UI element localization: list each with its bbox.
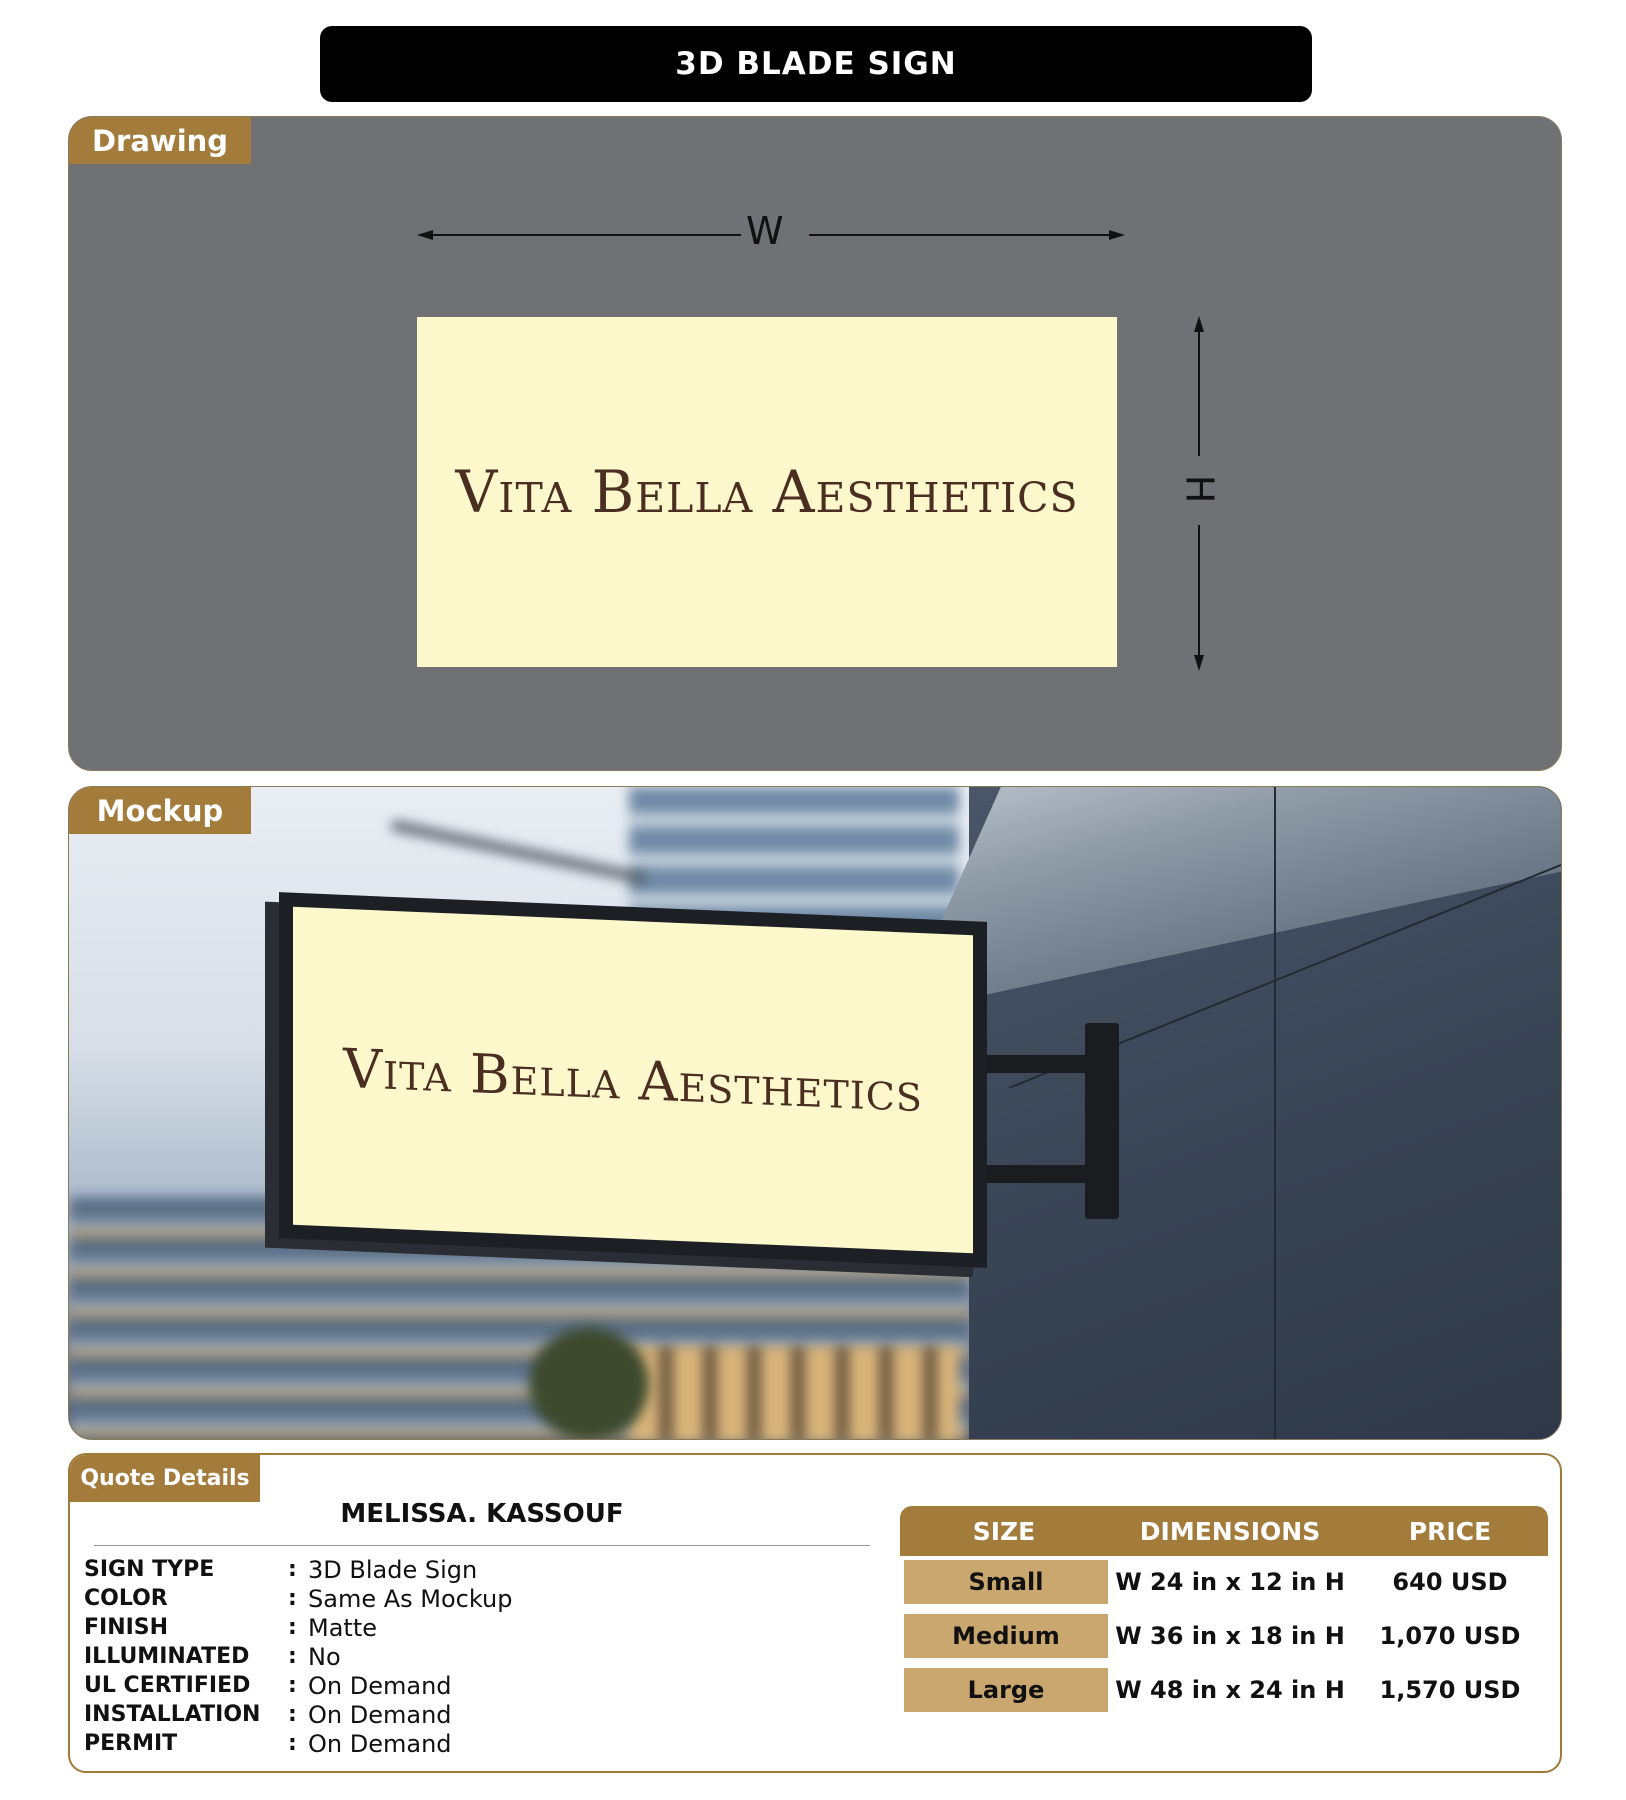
- price-table: [900, 1506, 1548, 1712]
- table-row: [900, 1614, 1548, 1658]
- size-cell: Medium: [904, 1614, 1108, 1658]
- header-dimensions: DIMENSIONS: [1139, 1516, 1321, 1546]
- price-cell: 640 USD: [1392, 1568, 1508, 1596]
- spec-colon: :: [288, 1673, 297, 1698]
- spec-row-color: [84, 1584, 512, 1613]
- spec-colon: :: [288, 1557, 297, 1582]
- drawing-tag: Drawing: [69, 117, 251, 164]
- spec-key: INSTALLATION: [84, 1702, 261, 1727]
- mockup-panel: [68, 786, 1562, 1440]
- blurred-storefront-lights: [629, 1347, 959, 1440]
- spec-row-finish: [84, 1613, 512, 1642]
- spec-key: COLOR: [84, 1586, 168, 1611]
- mockup-sign-face: [293, 907, 973, 1254]
- mockup-sign-box: [279, 892, 987, 1268]
- spec-colon: :: [288, 1586, 297, 1611]
- spec-colon: :: [288, 1644, 297, 1669]
- width-line-right: [809, 234, 1109, 236]
- drawing-sign-text: Vita Bella Aesthetics: [455, 458, 1079, 526]
- spec-colon: :: [288, 1702, 297, 1727]
- spec-value: No: [308, 1642, 341, 1671]
- table-row: [900, 1668, 1548, 1712]
- spec-key: UL CERTIFIED: [84, 1673, 251, 1698]
- header-size: SIZE: [972, 1516, 1036, 1546]
- width-line-left: [429, 234, 741, 236]
- spec-row-permit: [84, 1729, 512, 1758]
- height-line-top: [1198, 328, 1200, 456]
- dimensions-cell: W 36 in x 18 in H: [1115, 1622, 1345, 1650]
- quote-tag: Quote Details: [70, 1455, 260, 1502]
- price-cell: 1,070 USD: [1379, 1622, 1521, 1650]
- size-cell: Small: [904, 1560, 1108, 1604]
- dimensions-cell: W 48 in x 24 in H: [1115, 1676, 1345, 1704]
- width-label: W: [746, 209, 784, 253]
- spec-row-sign-type: [84, 1555, 512, 1584]
- height-label: H: [1177, 474, 1222, 504]
- mockup-sign-text: Vita Bella Aesthetics: [343, 1036, 923, 1124]
- spec-value: On Demand: [308, 1700, 452, 1729]
- table-row: [900, 1560, 1548, 1604]
- spec-row-installation: [84, 1700, 512, 1729]
- quote-panel: [68, 1453, 1562, 1773]
- drawing-panel: [68, 116, 1562, 771]
- dimensions-cell: W 24 in x 12 in H: [1115, 1568, 1345, 1596]
- spec-list: [84, 1555, 512, 1758]
- mockup-tag: Mockup: [69, 787, 251, 834]
- page-title: 3D BLADE SIGN: [320, 26, 1312, 102]
- spec-value: Same As Mockup: [308, 1584, 513, 1613]
- bracket-plate: [1085, 1023, 1119, 1219]
- name-divider: [94, 1545, 870, 1546]
- spec-colon: :: [288, 1615, 297, 1640]
- customer-name: MELISSA. KASSOUF: [340, 1499, 624, 1529]
- spec-key: PERMIT: [84, 1731, 178, 1756]
- blurred-tree: [529, 1327, 649, 1440]
- mockup-scene: [69, 787, 1561, 1439]
- drawing-sign-face: [417, 317, 1117, 667]
- height-line-bottom: [1198, 525, 1200, 656]
- spec-value: On Demand: [308, 1671, 452, 1700]
- spec-colon: :: [288, 1731, 297, 1756]
- spec-row-ul-certified: [84, 1671, 512, 1700]
- spec-key: FINISH: [84, 1615, 169, 1640]
- wall-seam: [1274, 787, 1276, 1440]
- size-cell: Large: [904, 1668, 1108, 1712]
- price-table-header: [900, 1506, 1548, 1556]
- spec-value: 3D Blade Sign: [308, 1555, 478, 1584]
- spec-value: Matte: [308, 1613, 377, 1642]
- spec-key: SIGN TYPE: [84, 1557, 215, 1582]
- width-arrow-right-icon: [1109, 230, 1125, 240]
- spec-value: On Demand: [308, 1729, 452, 1758]
- height-arrow-down-icon: [1194, 655, 1204, 671]
- spec-key: ILLUMINATED: [84, 1644, 250, 1669]
- spec-row-illuminated: [84, 1642, 512, 1671]
- header-price: PRICE: [1408, 1516, 1492, 1546]
- price-cell: 1,570 USD: [1379, 1676, 1521, 1704]
